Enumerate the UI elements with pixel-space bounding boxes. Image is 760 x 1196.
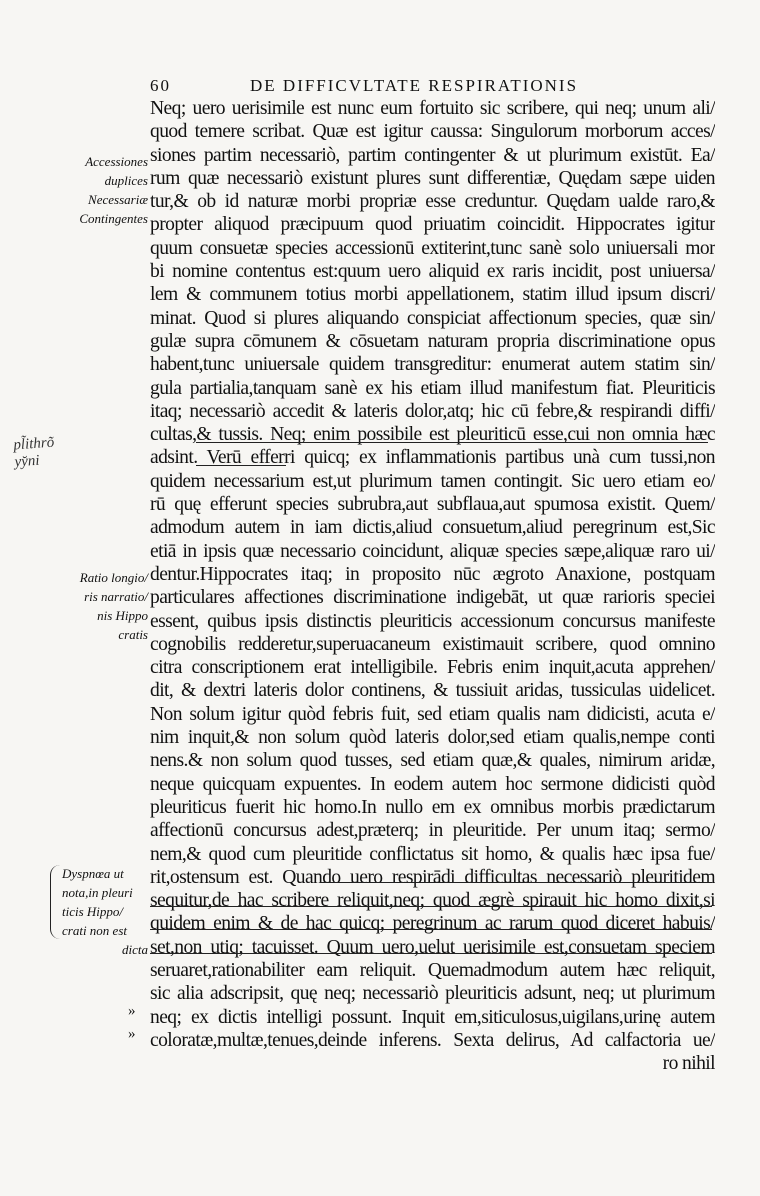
underline — [196, 442, 708, 443]
margin-note-line: Necessariæ — [88, 192, 148, 207]
margin-note-dyspnoea — [62, 864, 148, 959]
text-line: gulæ supra cōmunem & cōsuetam naturam propria discriminatione opus — [150, 330, 715, 352]
margin-note-line: Accessiones — [85, 154, 148, 169]
text-line: tur,& ob id naturæ morbi propriæ esse creduntur. Quędam ualde raro,& — [150, 191, 715, 213]
text-line: essent, quibus ipsis distinctis pleuriticis accessionum concursus manifeste — [150, 610, 715, 632]
text-line: rit,ostensum est. Quando uero respirādi difficultas necessariò pleuritidem — [150, 866, 715, 888]
text-line: nens.& non solum quod tusses, sed etiam quæ,& quales, nimirum aridæ, — [150, 750, 715, 772]
text-line: habent,tunc uniuersale quidem transgreditur: enumerat autem statim sin/ — [150, 354, 715, 376]
running-title: DE DIFFICVLTATE RESPIRATIONIS — [250, 76, 579, 95]
page-number: 60 — [150, 76, 171, 95]
text-line: lem & communem totius morbi appellationem, statim illud ipsum discri/ — [150, 284, 715, 306]
text-line: dentur.Hippocrates itaq; in proposito nūc ægroto Anaxione, postquam — [150, 563, 715, 585]
text-line: adsint. Verū efferri quicq; ex inflammationis partibus unà cum tussi,non — [150, 447, 715, 469]
text-line: nem,& quod cum pleuritide conflictatus sit homo, & qualis hæc ipsa fue/ — [150, 843, 715, 865]
text-line: sequitur,de hac scribere reliquit,neq; quod ægrè spirauit hic homo dixit,si — [150, 890, 715, 912]
text-line: neq; ex dictis intelligi possunt. Inquit em,siticulosus,uigilans,urinę autem — [150, 1006, 715, 1028]
text-line: affectionū concursus adest,præterq; in pleuritide. Per unum itaq; sermo/ — [150, 820, 715, 842]
text-line: quidem enim & de hac quicq; peregrinum ac rarum quod diceret habuis/ — [150, 913, 715, 935]
margin-note-line: duplices — [104, 173, 148, 188]
text-line: quod temere scribat. Quæ est igitur caussa: Singulorum morborum acces/ — [150, 121, 715, 143]
text-line: minat. Quod si plures aliquando conspiciat affectionum species, quæ sin/ — [150, 307, 715, 329]
underline — [196, 465, 286, 466]
text-line: itaq; necessariò accedit & lateris dolor,atq; hic cū febre,& respirandi diffi/ — [150, 400, 715, 422]
text-line: particulares affectiones discriminatione indigebāt, ut quæ rarioris speciei — [150, 587, 715, 609]
text-line: quum consuetæ species accessionū extiterint,tunc sanè solo uniuersali mor — [150, 237, 715, 259]
text-line: Neq; uero uerisimile est nunc eum fortuito sic scribere, qui neq; unum ali/ — [150, 98, 715, 119]
margin-note-line: ris narratio/ — [84, 589, 148, 604]
quote-mark: » — [128, 1026, 136, 1042]
margin-note-line: nota,in pleuri — [62, 885, 133, 900]
text-line: cultas,& tussis. Neq; enim possibile est pleuriticū esse,cui non omnia hæc — [150, 424, 715, 446]
text-line: sic alia adscripsit, quę neq; necessariò pleuriticis adsunt, neq; ut plurimum — [150, 983, 715, 1005]
text-line: siones partim necessariò, partim contingenter & ut plurimum existūt. Ea/ — [150, 144, 715, 166]
underline — [150, 929, 712, 930]
handwritten-note: pl̃ithrõ yy̆ni — [12, 434, 55, 471]
text-line: quidem necessarium est,ut plurimum tamen contingit. Sic uero etiam eo/ — [150, 470, 715, 492]
text-line: ro nihil — [662, 1053, 715, 1075]
text-line: dit, & dextri lateris dolor continens, & tussiuit aridas, tussiculas uidelicet. — [150, 680, 715, 702]
text-line: citra conscriptionem erat intelligibile. Febris enim inquit,acuta apprehen/ — [150, 657, 715, 679]
underline — [150, 953, 712, 954]
underline — [320, 882, 712, 883]
quote-mark: » — [128, 1003, 136, 1019]
text-line: nim inquit,& non solum quòd lateris dolor,sed etiam qualis,nempe conti — [150, 727, 715, 749]
text-line: gula partialia,tanquam sanè ex his etiam illud manifestum fiat. Pleuriticis — [150, 377, 715, 399]
margin-note-line: dicta — [122, 942, 148, 957]
margin-note-line: cratis — [118, 627, 148, 642]
text-line: cognobilis redderetur,superuacaneum existimauit scribere, quod omnino — [150, 633, 715, 655]
text-line: seruaret,rationabiliter eam reliquit. Quemadmodum autem hæc reliquit, — [150, 959, 715, 981]
text-line: Non solum igitur quòd febris fuit, sed etiam qualis nam didicisti, acuta e/ — [150, 703, 715, 725]
margin-note-line: crati non est — [62, 923, 127, 938]
text-line: coloratæ,multæ,tenues,deinde inferens. Sexta delirus, Ad calfactoria ue/ — [150, 1029, 715, 1051]
text-line: pleuriticus fuerit hic homo.In nullo em ex omnibus morbis prædictarum — [150, 796, 715, 818]
text-line: neque quicquam expuentes. In eodem autem hoc sermone didicisti quòd — [150, 773, 715, 795]
margin-note-line: Contingentes — [79, 211, 148, 226]
text-line: etiā in ipsis quæ necessario coincidunt, aliquæ species sæpe,aliquæ raro ui/ — [150, 540, 715, 562]
handwritten-bracket — [50, 865, 61, 939]
text-line: set,non utiq; tacuisset. Quum uero,uelut uerisimile est,consuetam speciem — [150, 936, 715, 958]
text-line: propter aliquod præcipuum quod priuatim coincidit. Hippocrates igitur — [150, 214, 715, 236]
margin-note-line: ticis Hippo/ — [62, 904, 124, 919]
text-line: rū quę efferunt species subrubra,aut subflaua,aut spumosa existit. Quem/ — [150, 494, 715, 516]
underline — [150, 906, 712, 907]
text-line: admodum autem in iam dictis,aliud consuetum,aliud peregrinum est,Sic — [150, 517, 715, 539]
margin-note-accessiones — [8, 152, 148, 228]
margin-note-line: Dyspnœa ut — [62, 866, 124, 881]
text-line: bi nomine contentus est:quum uero aliquid ex raris incidit, post uniuersa/ — [150, 261, 715, 283]
margin-note-line: Ratio longio/ — [79, 570, 148, 585]
margin-note-ratio — [8, 568, 148, 644]
text-line: rum quæ necessariò existunt plures sunt differentiæ, Quędam sæpe uiden — [150, 167, 715, 189]
margin-note-line: nis Hippo — [97, 608, 148, 623]
